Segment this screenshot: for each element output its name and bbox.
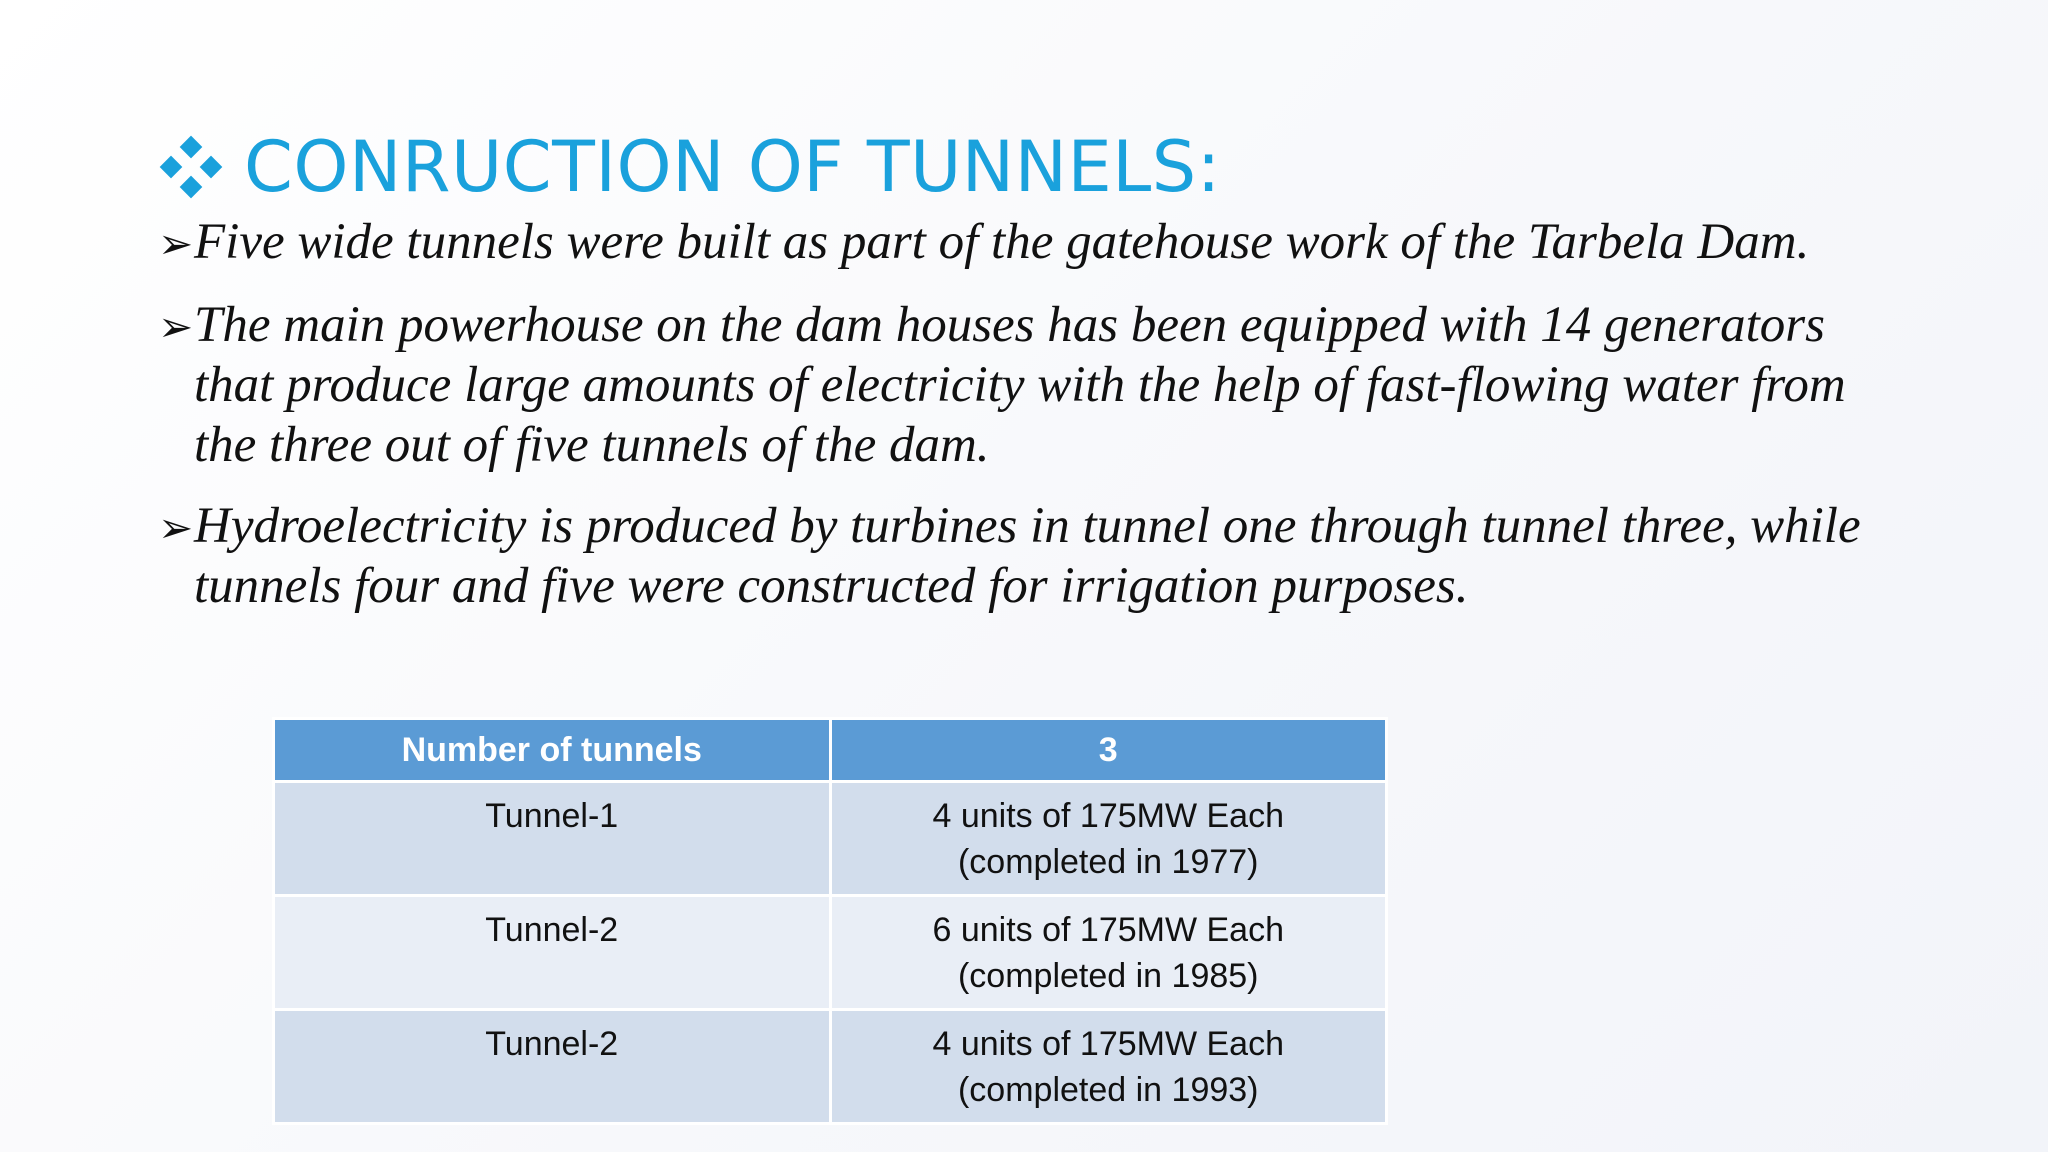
table-row <box>274 1010 1387 1124</box>
bullet-list <box>158 212 1898 637</box>
arrow-bullet-icon: ➢ <box>158 503 194 552</box>
bullet-item <box>158 496 1898 616</box>
table-header-row <box>274 719 1387 782</box>
diamond-cluster-icon <box>158 134 224 200</box>
tunnel-name-cell: Tunnel-2 <box>274 896 831 1010</box>
tunnel-name-cell: Tunnel-1 <box>274 782 831 896</box>
tunnel-capacity-cell <box>830 896 1387 1010</box>
capacity-text: 4 units of 175MW Each <box>932 1025 1284 1063</box>
bullet-item <box>158 212 1898 274</box>
bullet-item <box>158 295 1898 475</box>
tunnel-capacity-cell <box>830 1010 1387 1124</box>
arrow-bullet-icon: ➢ <box>158 302 194 351</box>
capacity-text: 4 units of 175MW Each <box>932 797 1284 835</box>
table-row <box>274 782 1387 896</box>
capacity-text: 6 units of 175MW Each <box>932 911 1284 949</box>
completion-text: (completed in 1977) <box>957 843 1259 881</box>
table-header-cell: 3 <box>830 719 1387 782</box>
slide-title <box>158 122 1221 212</box>
tunnel-name-cell: Tunnel-2 <box>274 1010 831 1124</box>
bullet-text: The main powerhouse on the dam houses has been equipped with 14 generators that produce large amounts of electricity with the help of fast-flowing water from the three out of five tunnels of the dam. <box>194 297 1846 473</box>
bullet-text: Hydroelectricity is produced by turbines in tunnel one through tunnel three, while tunnels four and five were constructed for irrigation purposes. <box>194 498 1861 614</box>
bullet-text: Five wide tunnels were built as part of the gatehouse work of the Tarbela Dam. <box>194 214 1810 270</box>
tunnel-capacity-cell <box>830 782 1387 896</box>
completion-text: (completed in 1985) <box>957 957 1259 995</box>
completion-text: (completed in 1993) <box>957 1071 1259 1109</box>
tunnels-table <box>272 717 1388 1125</box>
table-header-cell: Number of tunnels <box>274 719 831 782</box>
table-row <box>274 896 1387 1010</box>
arrow-bullet-icon: ➢ <box>158 219 194 268</box>
slide-title-text: CONRUCTION OF TUNNELS: <box>244 126 1221 208</box>
